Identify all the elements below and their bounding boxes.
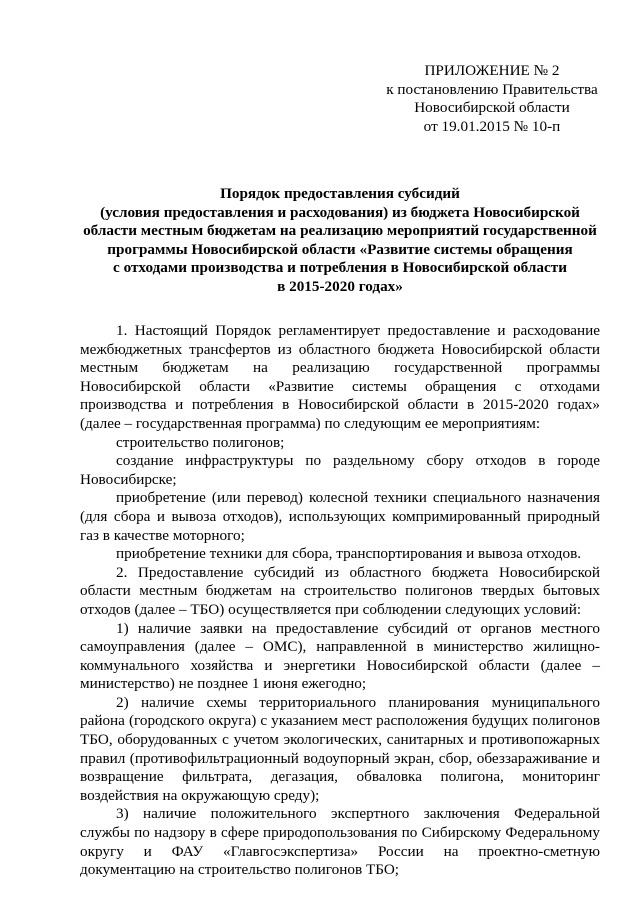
title-line: программы Новосибирской области «Развитие системы обращения xyxy=(107,240,573,258)
appendix-date: от 19.01.2015 № 10-п xyxy=(423,117,561,135)
list-item-infrastructure: создание инфраструктуры по раздельному сбору отходов в городе Новосибирске; xyxy=(80,452,600,488)
appendix-header xyxy=(372,62,612,136)
appendix-reference: к постановлению Правительства xyxy=(386,80,598,98)
condition-3: 3) наличие положительного экспертного заключения Федеральной службы по надзору в сфере природопользования по Сибирскому Федеральному округу и ФАУ «Главгосэкспертиза» России на проектно-сметную документацию на строительство полигонов ТБО; xyxy=(80,805,600,879)
list-item-polygons: строительство полигонов; xyxy=(116,433,285,451)
paragraph-2: 2. Предоставление субсидий из областного бюджета Новосибирской области местным бюджетам на строительство полигонов твердых бытовых отходов (далее – ТБО) осуществляется при соблюдении следующих условий: xyxy=(80,563,600,618)
document-title xyxy=(80,185,600,297)
title-line: (условия предоставления и расходования) из бюджета Новосибирской xyxy=(100,203,580,221)
appendix-number: ПРИЛОЖЕНИЕ № 2 xyxy=(424,62,560,79)
title-line: в 2015-2020 годах» xyxy=(277,277,403,295)
paragraph-1: 1. Настоящий Порядок регламентирует предоставление и расходование межбюджетных трансфертов из областного бюджета Новосибирской области местным бюджетам на реализацию государственной программы Новосибирской области «Развитие системы обращения с отходами производства и потребления в Новосибирской области в 2015-2020 годах» (далее – государственная программа) по следующим ее мероприятиям: xyxy=(80,322,600,432)
condition-1: 1) наличие заявки на предоставление субсидий от органов местного самоуправления (далее – ОМС), направленной в министерство жилищно-коммунального хозяйства и энергетики Новосибирской области (далее – министерство) не позднее 1 июня ежегодно; xyxy=(80,619,600,693)
list-item-vehicles: приобретение (или перевод) колесной техники специального назначения (для сбора и вывоза отходов), использующих компримированный природный газ в качестве моторного; xyxy=(80,489,600,544)
document-body xyxy=(80,322,600,880)
list-item-equipment: приобретение техники для сбора, транспортирования и вывоза отходов. xyxy=(116,545,582,563)
appendix-region: Новосибирской области xyxy=(414,99,570,117)
title-line: с отходами производства и потребления в Новосибирской области xyxy=(113,259,567,277)
condition-2: 2) наличие схемы территориального планирования муниципального района (городского округа) с указанием мест расположения будущих полигонов ТБО, оборудованных с учетом экологических, санитарных и противопожарных правил (противофильтрационный водоупорный экран, сбор, обеззараживание и возвращение фильтрата, дегазация, обваловка полигона, мониторинг воздействия на окружающую среду); xyxy=(80,693,600,804)
title-line: Порядок предоставления субсидий xyxy=(220,185,460,202)
title-line: области местным бюджетам на реализацию мероприятий государственной xyxy=(83,222,597,240)
